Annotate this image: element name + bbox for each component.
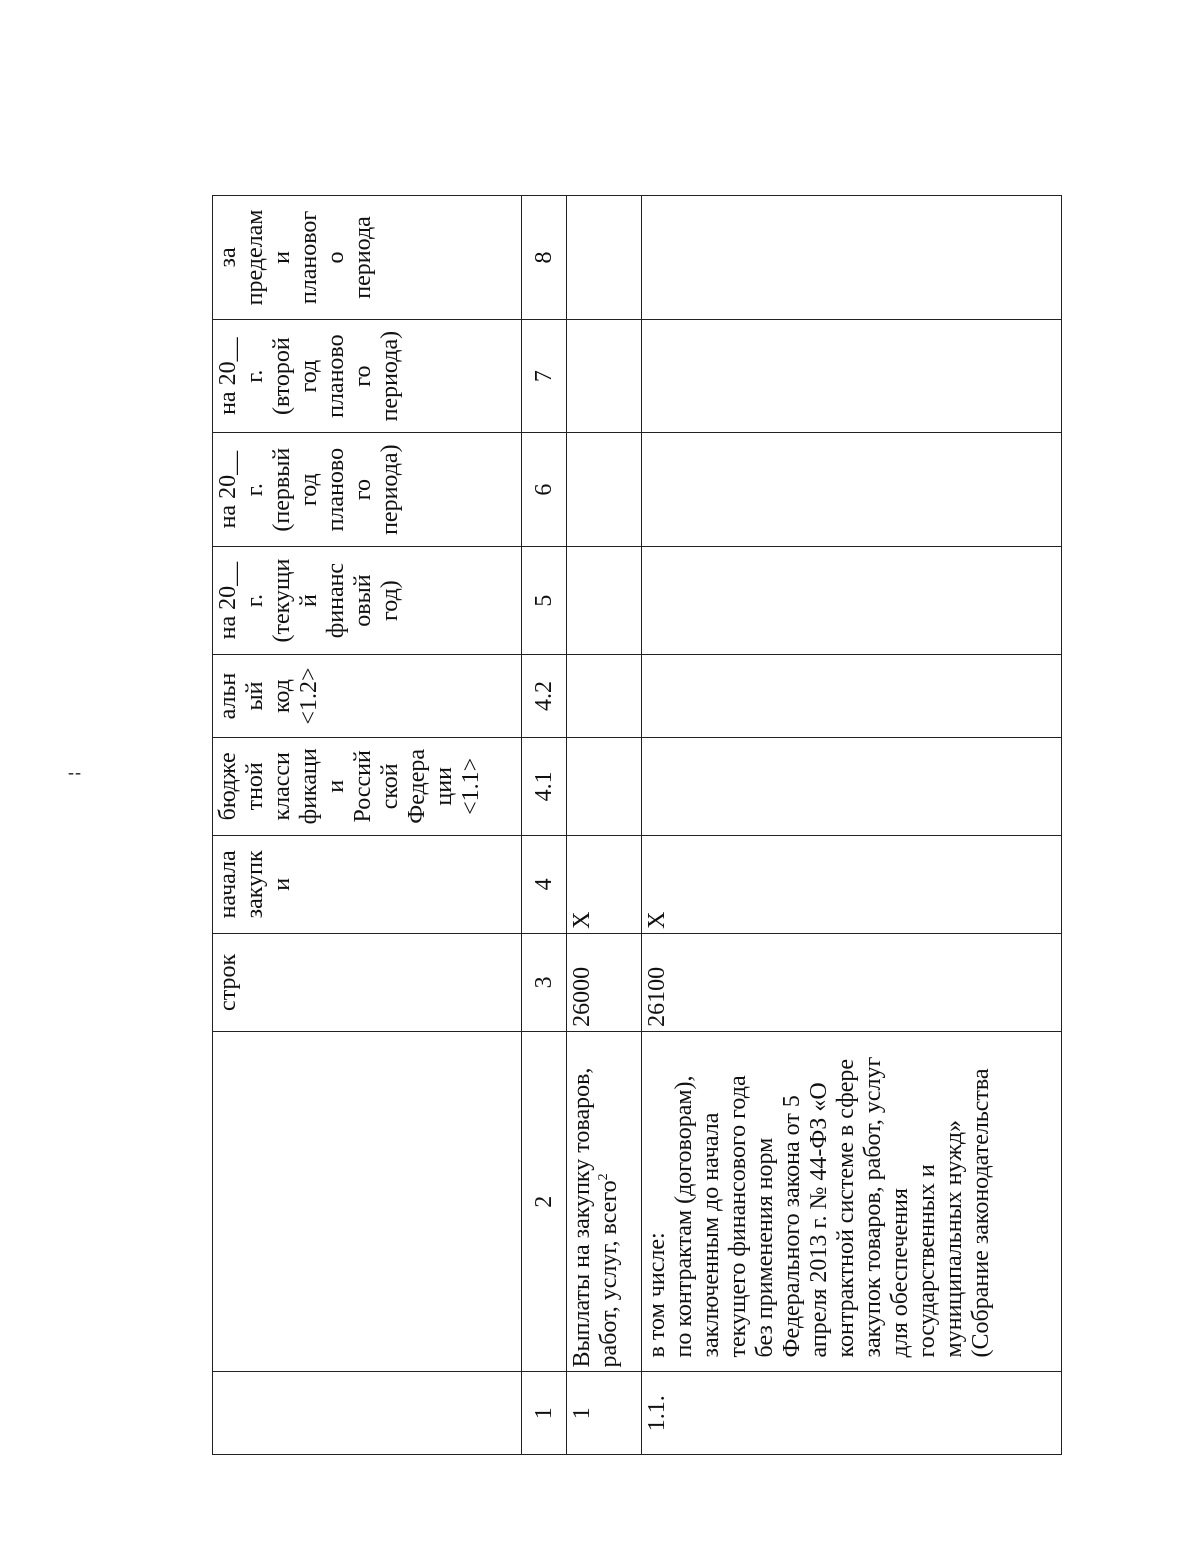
row-description: в том числе: по контрактам (договорам), заключенным до начала текущего финансового года без применения норм Федерального закона от 5 апреля 2013 г. № 44-ФЗ «О контрактной системе в сфере закупок товаров, работ, услуг для обеспечения государственных и муниципальных нужд» (Собрание законодательства bbox=[642, 1031, 1062, 1372]
row-start-year: X bbox=[567, 835, 642, 933]
row-code: 26000 bbox=[567, 933, 642, 1031]
empty-cell bbox=[642, 196, 1062, 320]
empty-cell bbox=[642, 737, 1062, 835]
empty-cell bbox=[567, 546, 642, 654]
footnote-mark: 2 bbox=[596, 1173, 611, 1181]
empty-cell bbox=[642, 319, 1062, 433]
row-start-year: X bbox=[642, 835, 1062, 933]
column-number: 6 bbox=[522, 433, 567, 547]
table-row bbox=[642, 196, 1062, 1455]
column-numbers-row bbox=[522, 196, 567, 1455]
empty-cell bbox=[642, 546, 1062, 654]
row-description: Выплаты на закупку товаров, работ, услуг, всего$^2$ bbox=[567, 1031, 642, 1372]
column-number: 4 bbox=[522, 835, 567, 933]
header-col-6: на 20__ г. (первый год планово го периода) bbox=[213, 433, 522, 547]
empty-cell bbox=[567, 737, 642, 835]
page-mark: -- bbox=[68, 762, 82, 782]
header-row bbox=[213, 196, 522, 1455]
row-code: 26100 bbox=[642, 933, 1062, 1031]
column-number: 5 bbox=[522, 546, 567, 654]
empty-cell bbox=[567, 655, 642, 738]
column-number: 7 bbox=[522, 319, 567, 433]
empty-cell bbox=[567, 433, 642, 547]
header-col-7: на 20__ г. (второй год планово го периода) bbox=[213, 319, 522, 433]
header-col-4-2: альн ый код <1.2> bbox=[213, 655, 522, 738]
column-number: 4.2 bbox=[522, 655, 567, 738]
column-number: 2 bbox=[522, 1031, 567, 1372]
header-col-4-1: бюдже тной класси фикаци и Россий ской Федера ции <1.1> bbox=[213, 737, 522, 835]
document-table-frame bbox=[212, 195, 1062, 1455]
header-col-3: строк bbox=[213, 933, 522, 1031]
header-col-8: за пределам и плановог о периода bbox=[213, 196, 522, 320]
empty-cell bbox=[567, 319, 642, 433]
column-number: 8 bbox=[522, 196, 567, 320]
header-col-2 bbox=[213, 1031, 522, 1372]
row-number: 1 bbox=[567, 1372, 642, 1455]
expenses-table bbox=[212, 195, 1062, 1455]
header-col-4: начала закупк и bbox=[213, 835, 522, 933]
column-number: 4.1 bbox=[522, 737, 567, 835]
empty-cell bbox=[642, 433, 1062, 547]
table-row bbox=[567, 196, 642, 1455]
row-number: 1.1. bbox=[642, 1372, 1062, 1455]
header-col-5: на 20__ г. (текущи й финанс овый год) bbox=[213, 546, 522, 654]
column-number: 1 bbox=[522, 1372, 567, 1455]
header-col-1 bbox=[213, 1372, 522, 1455]
column-number: 3 bbox=[522, 933, 567, 1031]
empty-cell bbox=[567, 196, 642, 320]
rotated-table bbox=[212, 195, 1062, 1455]
empty-cell bbox=[642, 655, 1062, 738]
